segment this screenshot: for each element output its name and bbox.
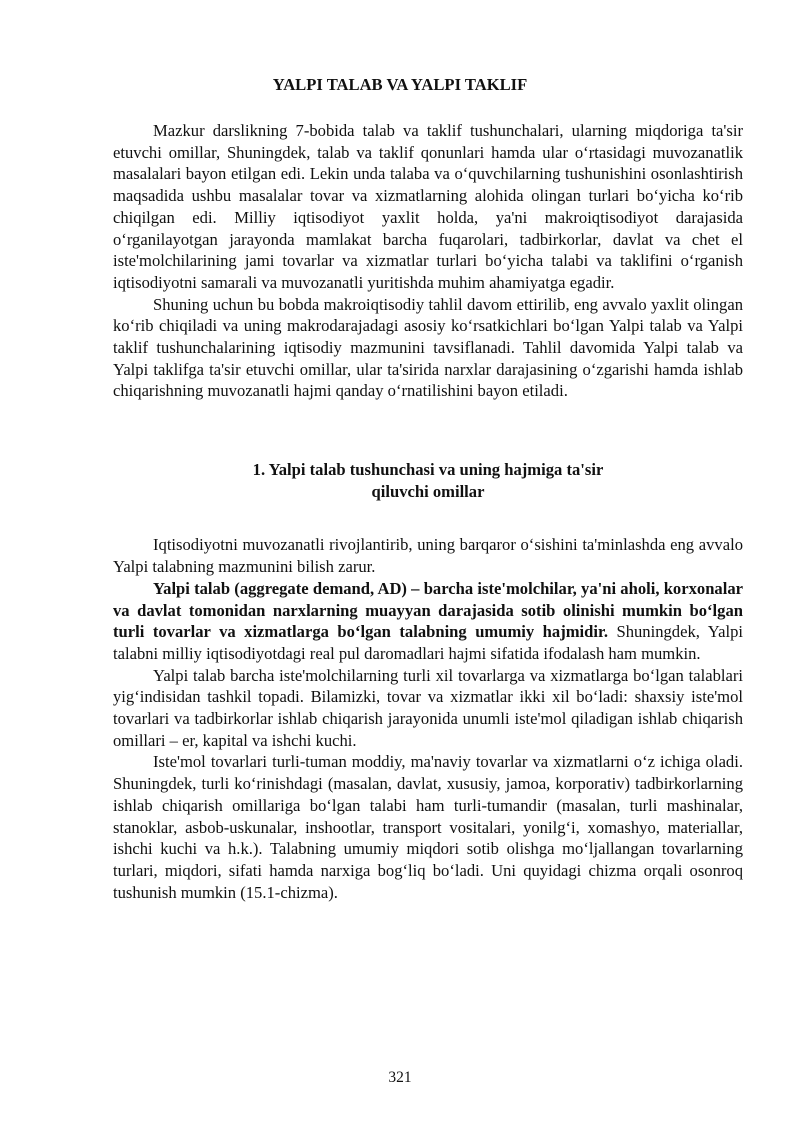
section-heading-line-2: qiluvchi omillar (371, 481, 485, 501)
section-paragraph-3: Yalpi talab barcha iste'molchilarning turli xil tovarlarga va xizmatlarga bo‘lgan talablari yig‘indisidan tashkil topadi. Bilamizki, tovar va xizmatlar ikki xil bo‘ladi: shaxsiy iste'mol tovarlari va tadbirkorlar ishlab chiqarish jarayonida unumli iste'mol qiladigan ishlab chiqarish omillari – er, kapital va ishchi kuchi. (113, 665, 743, 750)
chapter-title: YALPI TALAB VA YALPI TAKLIF (272, 75, 528, 94)
section-heading (113, 459, 743, 502)
section-spacer (113, 502, 743, 534)
intro-paragraph-2: Shuning uchun bu bobda makroiqtisodiy tahlil davom ettirilib, eng avvalo yaxlit olingan ko‘rib chiqiladi va uning makrodarajadagi asosiy ko‘rsatkichlari bo‘lgan Yalpi talab va Yalpi taklif tushunchalarining iqtisodiy mazmunini tavsiflanadi. Tahlil davomida Yalpi talab va Yalpi taklifga ta'sir etuvchi omillar, ular ta'sirida narxlar darajasining o‘zgarishi hamda ishlab chiqarishning muvozanatli hajmi qanday o‘rnatilishini bayon etiladi. (113, 294, 743, 401)
definition-term: Yalpi talab (aggregate demand, AD) – barcha iste'molchilar, ya'ni aholi, korxonalar va davlat tomonidan narxlarning muayyan darajasida sotib olinishi mumkin bo‘lgan turli tovarlar va xizmatlarga bo‘lgan talabning umumiy hajmidir. (113, 578, 743, 642)
definition-paragraph (113, 578, 743, 665)
section-1 (113, 459, 743, 903)
section-paragraph-1: Iqtisodiyotni muvozanatli rivojlantirib, uning barqaror o‘sishini ta'minlashda eng avvalo Yalpi talabning mazmunini bilish zarur. (113, 535, 743, 577)
section-paragraph-4: Iste'mol tovarlari turli-tuman moddiy, ma'naviy tovarlar va xizmatlarni o‘z ichiga oladi. Shuningdek, turli ko‘rinishdagi (masalan, davlat, xususiy, jamoa, korporativ) tadbirkorlarning ishlab chiqarish omillariga bo‘lgan talabi ham turli-tumandir (masalan, turli mashinalar, stanoklar, asbob-uskunalar, inshootlar, transport vositalari, yonilg‘i, xomashyo, materiallar, ishchi kuchi va h.k.). Talabning umumiy miqdori sotib olishga mo‘ljallangan tovarlarning turlari, miqdori, sifati hamda narxiga bog‘liq bo‘ladi. Uni quyidagi chizma orqali osonroq tushunish mumkin (15.1-chizma). (113, 752, 743, 902)
definition-continuation: Shuningdek, Yalpi talabni milliy iqtisodiyotdagi real pul daromadlari hajmi sifatida ifodalash ham mumkin. (113, 622, 743, 663)
page-number: 321 (388, 1069, 412, 1086)
section-heading-line-1: 1. Yalpi talab tushunchasi va uning hajmiga ta'sir (252, 460, 604, 479)
intro-paragraph-1: Mazkur darslikning 7-bobida talab va taklif tushunchalari, ularning miqdoriga ta'sir etuvchi omillar, Shuningdek, talab va taklif qonunlari hamda ular o‘rtasidagi muvozanatlik masalalari bayon etilgan edi. Lekin unda talaba va o‘quvchilarning tushunishini osonlashtirish maqsadida ushbu masalalar tovar va xizmatlarning alohida olingan turlari bo‘yicha ko‘rib chiqilgan edi. Milliy iqtisodiyot yaxlit holda, ya'ni makroiqtisodiyot darajasida o‘rganilayotgan jarayonda mamlakat barcha fuqarolari, tadbirkorlar, davlat va chet el iste'molchilarining jami tovarlar va xizmatlar turlari bo‘yicha talabi va taklifini o‘rganish iqtisodiyotni samarali va muvozanatli yuritishda muhim ahamiyatga egadir. (113, 121, 743, 292)
intro-section (113, 120, 743, 402)
